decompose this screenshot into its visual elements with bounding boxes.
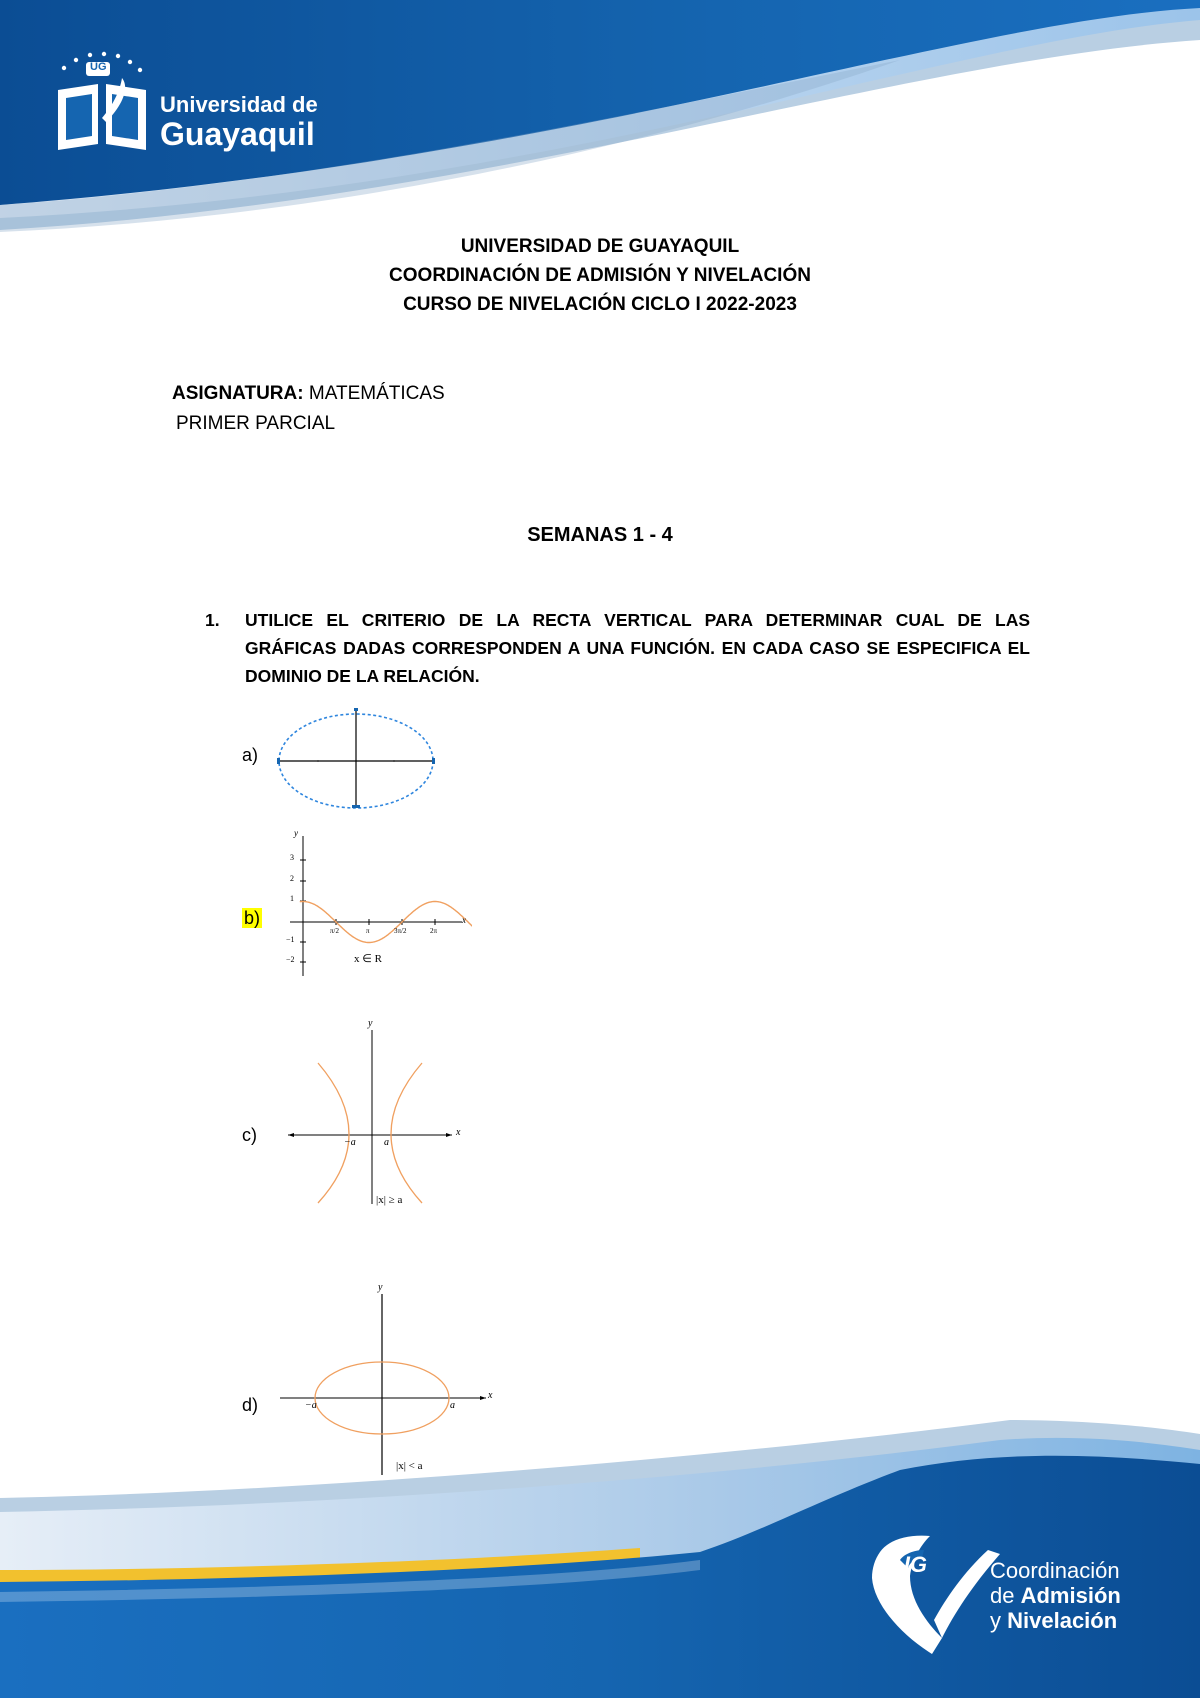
- option-a-label: a): [242, 745, 259, 765]
- coord-line2-prefix: de: [990, 1583, 1021, 1608]
- graph-b-xtick: π: [366, 927, 370, 935]
- title-university: UNIVERSIDAD DE GUAYAQUIL: [460, 236, 740, 257]
- question-1: [205, 606, 1030, 690]
- graph-c-hyperbola: [284, 1018, 470, 1218]
- graph-b-domain: x ∈ R: [354, 953, 382, 965]
- graph-c-neg-a: −a: [344, 1137, 356, 1148]
- title-course: CURSO DE NIVELACIÓN CICLO I 2022-2023: [403, 294, 797, 315]
- coord-monogram: UG: [894, 1552, 927, 1577]
- graph-b-ytick: −2: [286, 955, 295, 964]
- logo-text-line2: Guayaquil: [160, 116, 315, 152]
- graph-c-axis-y: y: [368, 1018, 373, 1029]
- graph-d-axis-x: x: [488, 1390, 493, 1401]
- coord-line2-bold: Admisión: [1020, 1583, 1121, 1608]
- coord-line3-bold: Nivelación: [1007, 1608, 1118, 1633]
- title-coordination: COORDINACIÓN DE ADMISIÓN Y NIVELACIÓN: [389, 265, 811, 286]
- logo-monogram: UG: [90, 61, 107, 73]
- graph-c-domain: |x| ≥ a: [376, 1194, 403, 1206]
- exam-name: PRIMER PARCIAL: [176, 413, 336, 434]
- option-b-highlight: b): [244, 908, 261, 928]
- weeks-title: SEMANAS 1 - 4: [527, 524, 673, 546]
- graph-b-axis-x: x: [462, 915, 466, 925]
- graph-b-ytick: 3: [290, 853, 294, 862]
- coord-line1: Coordinación: [990, 1558, 1120, 1583]
- graph-b-xtick: 2π: [430, 927, 438, 935]
- graph-b-xtick: 3π/2: [394, 927, 407, 935]
- graph-b-ytick: −1: [286, 935, 295, 944]
- graph-d-domain: |x| < a: [396, 1460, 423, 1472]
- coord-line2: [990, 1583, 1121, 1608]
- graph-c-right-branch: [391, 1063, 422, 1203]
- subject-label: ASIGNATURA:: [172, 383, 304, 404]
- graph-c-pos-a: a: [384, 1137, 389, 1148]
- coordination-logo: [860, 1530, 1160, 1660]
- logo-text-line1: Universidad de: [160, 92, 318, 117]
- graph-b-cosine: [286, 828, 472, 980]
- coord-line3: [990, 1608, 1117, 1633]
- option-b-label: [242, 908, 262, 929]
- graph-d-axis-y: y: [378, 1282, 383, 1293]
- subject-line: [172, 383, 445, 405]
- graph-a-ellipse: [272, 704, 442, 810]
- question-text: UTILICE EL CRITERIO DE LA RECTA VERTICAL PARA DETERMINAR CUAL DE LAS GRÁFICAS DADAS CORRESPONDEN A UNA FUNCIÓN. EN CADA CASO SE ESPECIFICA EL DOMINIO DE LA RELACIÓN.: [245, 610, 1030, 686]
- graph-b-ytick: 2: [290, 874, 294, 883]
- graph-d-pos-a: a: [450, 1400, 455, 1411]
- graph-b-xtick: π/2: [330, 927, 339, 935]
- option-c-label: c): [242, 1125, 257, 1145]
- coord-line3-prefix: y: [990, 1608, 1008, 1633]
- subject-value: MATEMÁTICAS: [308, 383, 445, 404]
- graph-c-left-branch: [318, 1063, 349, 1203]
- question-number: 1.: [205, 610, 220, 630]
- graph-d-neg-a: −a: [305, 1400, 317, 1411]
- graph-b-axis-y: y: [294, 828, 298, 838]
- graph-b-ytick: 1: [290, 894, 294, 903]
- university-logo: [52, 48, 342, 158]
- option-d-label: d): [242, 1395, 259, 1415]
- graph-c-axis-x: x: [456, 1127, 461, 1138]
- checkmark-shield-icon: [860, 1530, 1000, 1660]
